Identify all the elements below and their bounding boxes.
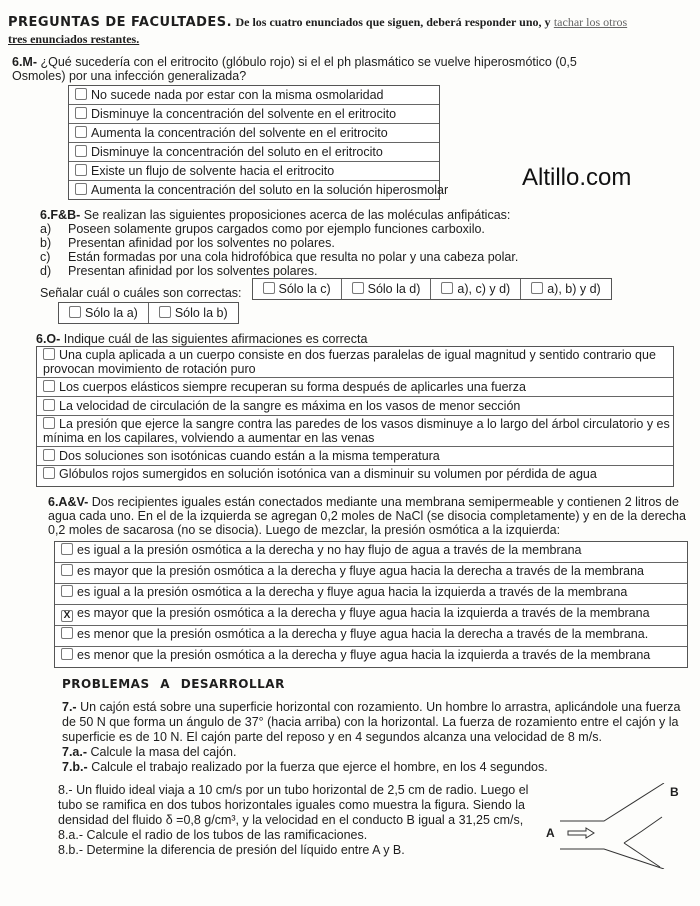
option[interactable] xyxy=(37,397,673,416)
option-text: Disminuye la concentración del soluto en el eritrocito xyxy=(91,145,383,159)
instruction-text: De los cuatro enunciados que siguen, deberá responder uno, y xyxy=(235,15,551,29)
item-text: Poseen solamente grupos cargados como por ejemplo funciones carboxilo. xyxy=(68,222,485,236)
option-text: Dos soluciones son isotónicas cuando están a la misma temperatura xyxy=(59,449,440,463)
option[interactable] xyxy=(37,466,673,486)
subquestion-label: 7.b.- xyxy=(62,760,88,774)
problem-8 xyxy=(58,783,532,858)
checkbox-checked[interactable]: X xyxy=(61,610,73,622)
checkbox[interactable] xyxy=(61,585,73,597)
question-label: 6.A&V- xyxy=(48,495,89,509)
problem-8-row xyxy=(58,783,692,869)
problem-7 xyxy=(62,700,692,775)
subquestion-text: Calcule la masa del cajón. xyxy=(90,745,237,759)
options-row-2 xyxy=(252,278,612,300)
option-text: Sólo la b) xyxy=(174,306,228,320)
problem-label: 7.- xyxy=(62,700,77,714)
checkbox[interactable] xyxy=(441,282,453,294)
option[interactable] xyxy=(55,584,687,605)
option[interactable] xyxy=(521,279,611,299)
question-text: ¿Qué sucedería con el eritrocito (glóbulo rojo) si el el ph plasmático se vuelve hiperosmótico (0,5 Osmoles) por una infección generalizada? xyxy=(12,55,577,83)
checkbox[interactable] xyxy=(61,543,73,555)
item xyxy=(40,236,680,250)
checkbox[interactable] xyxy=(75,164,87,176)
option[interactable] xyxy=(37,447,673,466)
subquestion-label: 8.a.- xyxy=(58,828,84,842)
checkbox[interactable] xyxy=(43,380,55,392)
checkbox[interactable] xyxy=(531,282,543,294)
subquestion-text: Calcule el trabajo realizado por la fuerza que ejerce el hombre, en los 4 segundos. xyxy=(91,760,548,774)
checkbox[interactable] xyxy=(61,627,73,639)
option[interactable] xyxy=(69,86,439,105)
section-title: PREGUNTAS DE FACULTADES. xyxy=(8,15,233,30)
option-text: es mayor que la presión osmótica a la derecha y fluye agua hacia la derecha a través de la membrana xyxy=(77,564,644,578)
option-text: Sólo la c) xyxy=(278,282,331,296)
item xyxy=(40,222,680,236)
flow-arrow-icon xyxy=(568,828,594,838)
option-text: es mayor que la presión osmótica a la derecha y fluye agua hacia la izquierda a través de la membrana xyxy=(77,606,650,620)
question-6fb xyxy=(40,208,680,324)
checkbox[interactable] xyxy=(159,306,171,318)
option-text: Sólo la d) xyxy=(367,282,421,296)
checkbox[interactable] xyxy=(69,306,81,318)
watermark: Altillo.com xyxy=(522,164,632,191)
item-letter: a) xyxy=(40,222,52,236)
checkbox[interactable] xyxy=(43,348,55,360)
question-6av xyxy=(48,495,688,668)
item xyxy=(40,264,680,278)
item-text: Están formadas por una cola hidrofóbica que resulta no polar y una cabeza polar. xyxy=(68,250,519,264)
option[interactable] xyxy=(342,279,432,299)
checkbox[interactable] xyxy=(61,564,73,576)
option[interactable] xyxy=(253,279,342,299)
option-text: La presión que ejerce la sangre contra las paredes de los vasos disminuye a lo largo del árbol circulatorio y es mínima en los capilares, volviendo a aumentar en las venas xyxy=(43,417,670,445)
option[interactable] xyxy=(69,143,439,162)
item-letter: c) xyxy=(40,250,51,264)
checkbox[interactable] xyxy=(352,282,364,294)
problem-text: Un fluido ideal viaja a 10 cm/s por un tubo horizontal de 2,5 cm de radio. Luego el tubo se ramifica en dos tubos horizontales iguales como muestra la figura. Siendo la densidad del fluido δ =0,8 g/cm³, y la velocidad en el conducto B igual a 31,25 cm/s, xyxy=(58,783,529,827)
item-letter: d) xyxy=(40,264,52,278)
item-text: Presentan afinidad por los solventes polares. xyxy=(68,264,318,278)
options-box xyxy=(68,85,449,200)
option-text: Sólo la a) xyxy=(85,306,138,320)
instruction-underlined: tachar los otros xyxy=(553,15,628,29)
checkbox[interactable] xyxy=(43,467,55,479)
question-label: 6.M- xyxy=(12,55,37,69)
question-label: 6.F&B- xyxy=(40,208,81,222)
option-text: es menor que la presión osmótica a la derecha y fluye agua hacia la derecha a través de la membrana. xyxy=(77,627,649,641)
checkbox[interactable] xyxy=(75,88,87,100)
question-text: Dos recipientes iguales están conectados mediante una membrana semipermeable y contienen 2 litros de agua cada uno. En el de la izquierda se agregan 0,2 moles de NaCl (se disocia completamente) y en de la derecha 0,2 moles de sacarosa (no se disocia). Luego de mezclar, la presión osmótica a la izquierda: xyxy=(48,495,686,537)
branching-tube-figure xyxy=(542,783,692,869)
label-a: A xyxy=(546,826,555,840)
checkbox[interactable] xyxy=(75,145,87,157)
option[interactable] xyxy=(69,105,439,124)
checkbox[interactable] xyxy=(75,126,87,138)
option[interactable] xyxy=(55,647,687,667)
option[interactable] xyxy=(37,416,673,447)
option-text: es igual a la presión osmótica a la derecha y fluye agua hacia la izquierda a través de la membrana xyxy=(77,585,628,599)
label-b: B xyxy=(670,785,679,799)
option[interactable] xyxy=(59,303,149,323)
option[interactable] xyxy=(55,563,687,584)
options-box xyxy=(36,346,674,487)
option-text: Aumenta la concentración del soluto en la solución hiperosmolar xyxy=(91,183,449,197)
checkbox[interactable] xyxy=(43,417,55,429)
checkbox[interactable] xyxy=(43,449,55,461)
question-label: 6.O- xyxy=(36,332,61,346)
option-text: Una cupla aplicada a un cuerpo consiste en dos fuerzas paralelas de igual magnitud y sentido contrario que provocan movimiento de rotación puro xyxy=(43,348,656,376)
options-row-1 xyxy=(58,302,239,324)
problem-label: 8.- xyxy=(58,783,73,797)
checkbox[interactable] xyxy=(75,107,87,119)
option-text: Existe un flujo de solvente hacia el eritrocito xyxy=(91,164,335,178)
checkbox[interactable] xyxy=(43,399,55,411)
option[interactable] xyxy=(55,542,687,563)
option-text: Disminuye la concentración del solvente en el eritrocito xyxy=(91,107,397,121)
option[interactable] xyxy=(149,303,238,323)
option-text: No sucede nada por estar con la misma osmolaridad xyxy=(91,88,384,102)
option-text: La velocidad de circulación de la sangre es máxima en los vasos de menor sección xyxy=(59,399,521,413)
option-text: Los cuerpos elásticos siempre recuperan su forma después de aplicarles una fuerza xyxy=(59,380,526,394)
option-text: es menor que la presión osmótica a la derecha y fluye agua hacia la izquierda a través de la membrana xyxy=(77,648,651,662)
problems-title: PROBLEMAS A DESARROLLAR xyxy=(62,677,285,691)
subquestion-text: Calcule el radio de los tubos de las ramificaciones. xyxy=(86,828,368,842)
option-text: a), b) y d) xyxy=(547,282,601,296)
instruction-continued: tres enunciados restantes. xyxy=(8,32,140,46)
option-text: a), c) y d) xyxy=(457,282,511,296)
option-text: es igual a la presión osmótica a la derecha y no hay flujo de agua a través de la membrana xyxy=(77,543,582,557)
question-6m xyxy=(8,55,628,200)
item-letter: b) xyxy=(40,236,52,250)
checkbox[interactable] xyxy=(61,648,73,660)
item-text: Presentan afinidad por los solventes no polares. xyxy=(68,236,335,250)
checkbox[interactable] xyxy=(75,183,87,195)
question-text: Se realizan las siguientes proposiciones acerca de las moléculas anfipáticas: xyxy=(83,208,511,222)
option[interactable] xyxy=(55,626,687,647)
option[interactable] xyxy=(69,162,439,181)
header xyxy=(8,14,692,47)
option[interactable] xyxy=(431,279,521,299)
option[interactable] xyxy=(69,124,439,143)
option[interactable] xyxy=(55,605,687,626)
checkbox[interactable] xyxy=(263,282,275,294)
option[interactable] xyxy=(37,378,673,397)
option-text: Aumenta la concentración del solvente en el eritrocito xyxy=(91,126,388,140)
prompt-text: Señalar cuál o cuáles son correctas: xyxy=(40,286,242,300)
problem-text: Un cajón está sobre una superficie horizontal con rozamiento. Un hombre lo arrastra, aplicándole una fuerza de 50 N que forma un ángulo de 37° (hacia arriba) con la horizontal. La fuerza de rozamiento entre el cajón y la superficie es de 10 N. El cajón parte del reposo y en 4 segundos alcanza una velocidad de 8 m/s. xyxy=(62,700,681,744)
question-text: Indique cuál de las siguientes afirmaciones es correcta xyxy=(63,332,368,346)
subquestion-label: 8.b.- xyxy=(58,843,84,857)
item xyxy=(40,250,680,264)
options-box xyxy=(54,541,688,668)
option[interactable] xyxy=(69,181,449,199)
question-6o xyxy=(36,332,676,487)
subquestion-text: Determine la diferencia de presión del líquido entre A y B. xyxy=(86,843,405,857)
subquestion-label: 7.a.- xyxy=(62,745,88,759)
option[interactable] xyxy=(37,347,673,378)
option-text: Glóbulos rojos sumergidos en solución isotónica van a disminuir su volumen por pérdida de agua xyxy=(59,467,597,481)
